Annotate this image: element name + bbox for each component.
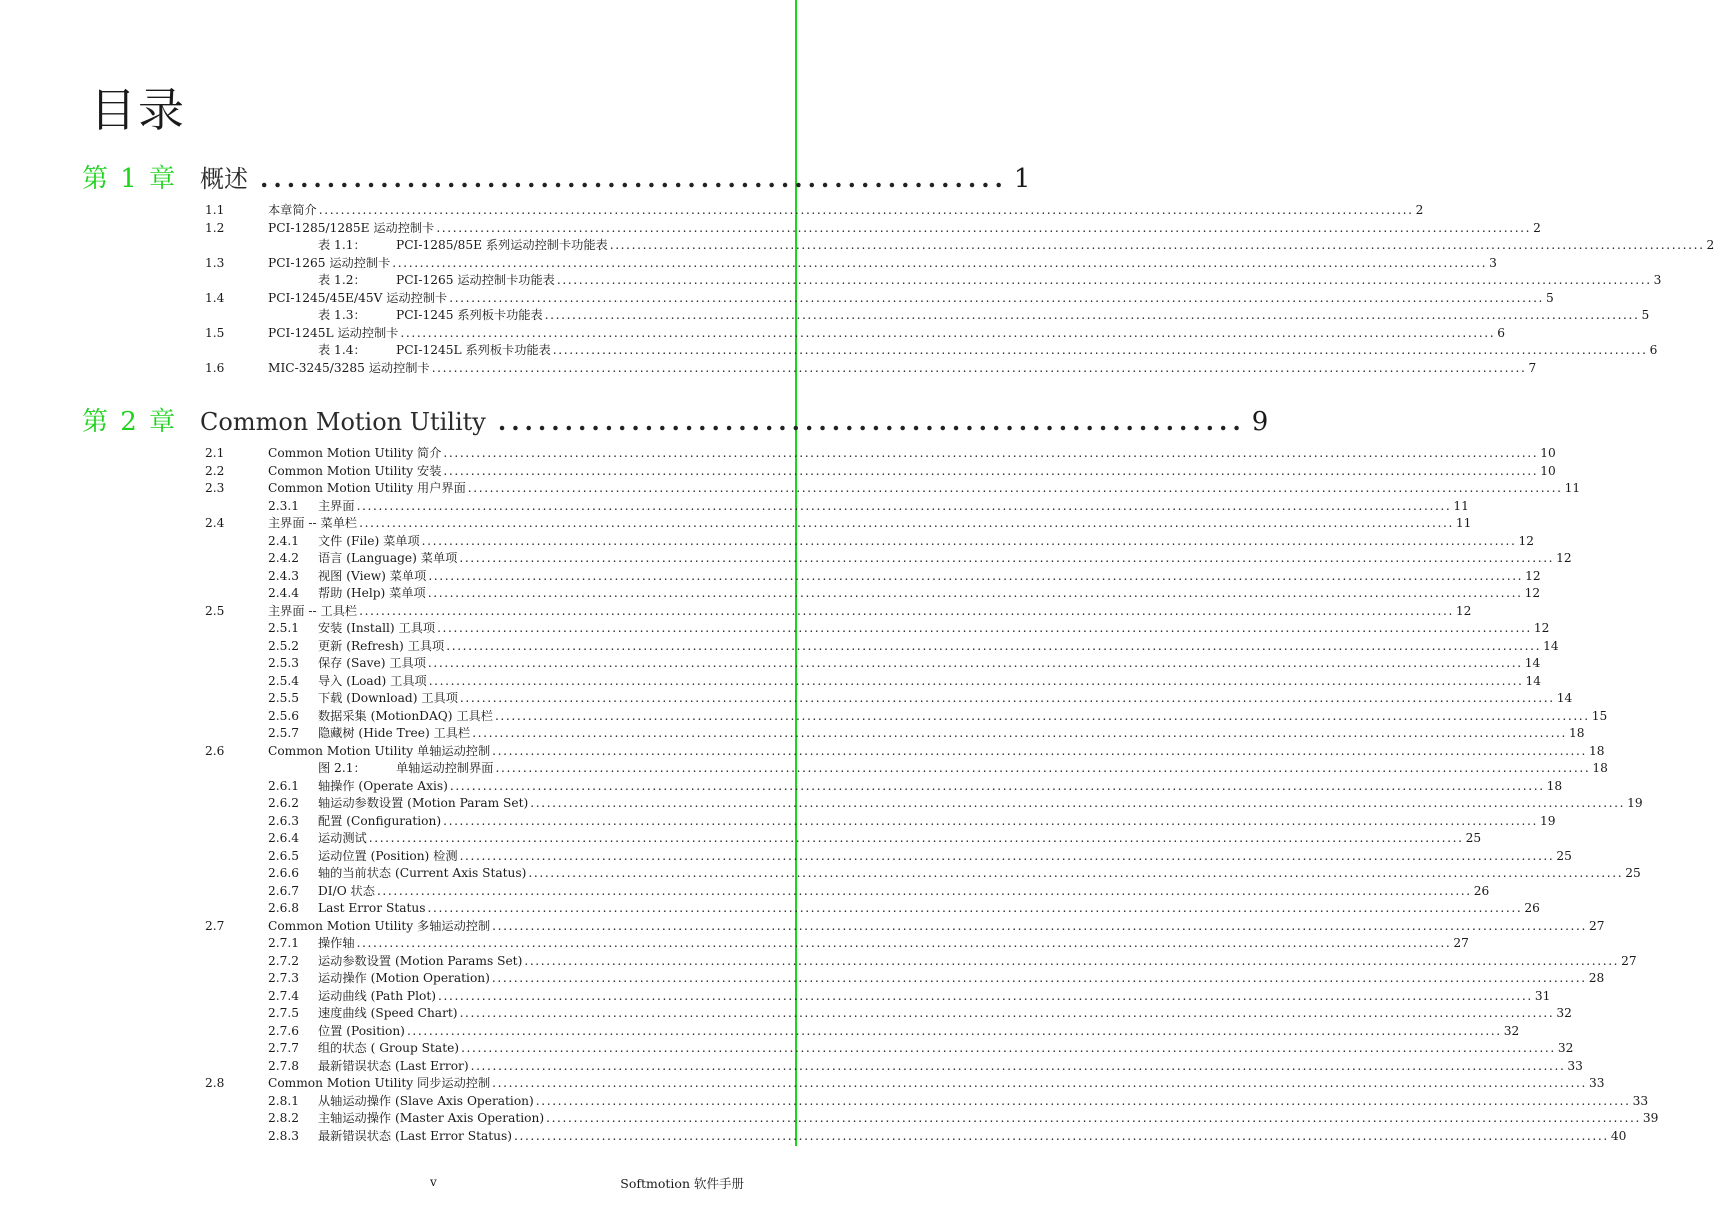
toc-entry-subnumber: 2.7.8 [268, 1058, 300, 1073]
toc-entry-number: 1.1 [205, 203, 225, 217]
toc-entry-subnumber: 2.4.1 [268, 533, 300, 548]
toc-entry-page: 5 [1641, 308, 1650, 322]
leader-dots: ........................................................................................................................................................................................................ [492, 743, 1587, 758]
toc-entry-page: 12 [1533, 621, 1550, 635]
toc-entry-page: 33 [1567, 1058, 1583, 1073]
leader-dots: ........................................................................................................................................................................................................ [359, 516, 1454, 530]
toc-entry-subnumber: 2.4.3 [268, 568, 300, 583]
toc-entry[interactable] [268, 1093, 1649, 1110]
toc-entry-subnumber: 2.6.6 [268, 866, 300, 880]
toc-entry-page: 18 [1592, 761, 1608, 775]
toc-entry[interactable] [268, 865, 1641, 882]
leader-dots: ........................................................................................................................................................................................................ [376, 883, 1472, 898]
toc-entry-page: 6 [1497, 325, 1505, 340]
leader-dots: ........................................................................................................................................................................................................ [459, 551, 1555, 565]
toc-entry-title: PCI-1245/45E/45V 运动控制卡 [268, 290, 448, 305]
toc-entry-title: PCI-1245L 系列板卡功能表 [396, 343, 551, 357]
toc-entry-title: 主界面 [318, 498, 355, 513]
toc-entry[interactable] [268, 690, 1573, 707]
toc-entry[interactable] [268, 760, 1608, 777]
toc-entry[interactable] [268, 830, 1482, 847]
toc-entry-subnumber: 2.5.7 [268, 726, 300, 740]
toc-entry[interactable] [268, 342, 1658, 359]
toc-entry-page: 27 [1621, 953, 1637, 968]
toc-entry-subnumber: 2.5.6 [268, 708, 300, 723]
toc-entry-subnumber: 2.7.3 [268, 971, 300, 985]
toc-entry-title: 隐藏树 (Hide Tree) 工具栏 [318, 726, 471, 740]
leader-dots: ........................................................................................................................................................................................................ [470, 1058, 1566, 1073]
toc-entry-title: PCI-1285/1285E 运动控制卡 [268, 220, 435, 235]
leader-dots: ........................................................................................................................................................................................................ [427, 586, 1523, 600]
toc-entry[interactable] [268, 795, 1643, 812]
toc-entry-page: 11 [1455, 516, 1472, 530]
leader-dots: ........................................................................................................................................................................................................ [514, 1128, 1609, 1143]
toc-entry-page: 12 [1518, 533, 1534, 548]
page-title: 目录 [90, 83, 186, 137]
footer-doc-title: Softmotion 软件手册 [620, 1176, 744, 1191]
leader-dots: ........................................................................................................................................................................................................ [544, 308, 1640, 322]
toc-entry[interactable] [205, 918, 1605, 935]
toc-entry-number: 1.4 [205, 290, 225, 305]
toc-entry-title: 主界面 -- 菜单栏 [268, 516, 358, 530]
toc-entry[interactable] [205, 743, 1605, 760]
leader-dots: ........................................................................................................................................................................................................ [467, 481, 1563, 495]
toc-entry-title: 最新错误状态 (Last Error) [318, 1058, 469, 1073]
toc-entry[interactable] [268, 953, 1637, 970]
toc-entry-page: 14 [1556, 691, 1573, 705]
leader-dots: ........................................................................................................................................................................................................ [427, 656, 1523, 670]
toc-entry-page: 3 [1653, 273, 1662, 287]
leader-dots: ........................................................ [497, 407, 1246, 436]
toc-entry-title: 位置 (Position) [318, 1023, 405, 1038]
toc-entry-title: 保存 (Save) 工具项 [318, 656, 426, 670]
toc-entry-title: 轴操作 (Operate Axis) [318, 778, 448, 793]
toc-entry-page: 40 [1610, 1128, 1627, 1143]
leader-dots: ........................................................................................................................................................................................................ [461, 1041, 1556, 1055]
toc-entry-title: MIC-3245/3285 运动控制卡 [268, 360, 430, 375]
toc-entry-subnumber: 2.6.7 [268, 883, 300, 898]
toc-entry-number: 2.8 [205, 1076, 225, 1090]
toc-entry-page: 27 [1588, 918, 1605, 933]
toc-entry-title: 数据采集 (MotionDAQ) 工具栏 [318, 708, 493, 723]
toc-entry-subnumber: 2.8.1 [268, 1093, 300, 1108]
toc-entry-page: 33 [1588, 1076, 1605, 1090]
chapter-title: Common Motion Utility [200, 408, 486, 436]
toc-entry-title: 轴运动参数设置 (Motion Param Set) [318, 796, 529, 810]
leader-dots: ........................................................................................................................................................................................................ [495, 761, 1591, 775]
toc-entry-number: 2.3 [205, 481, 225, 495]
leader-dots: ........................................................................................................................................................................................................ [472, 726, 1567, 740]
toc-entry-page: 25 [1625, 866, 1641, 880]
leader-dots: ........................................................................................................................................................................................................ [443, 813, 1538, 828]
toc-entry[interactable] [268, 883, 1490, 900]
toc-entry[interactable] [268, 1023, 1520, 1040]
toc-entry[interactable] [205, 603, 1472, 620]
leader-dots: ........................................................................................................................................................................................................ [449, 290, 1545, 305]
toc-entry-subnumber: 2.7.7 [268, 1041, 300, 1055]
toc-entry-subnumber: 表 1.1： [318, 238, 366, 252]
toc-entry-subnumber: 2.5.1 [268, 621, 300, 635]
toc-entry[interactable] [268, 970, 1605, 987]
toc-entry-title: 导入 (Load) 工具项 [318, 673, 427, 688]
toc-entry[interactable] [205, 360, 1537, 377]
toc-entry-page: 25 [1465, 831, 1482, 845]
toc-entry-page: 12 [1455, 603, 1472, 618]
toc-entry-title: 操作轴 [318, 936, 355, 950]
toc-entry-subnumber: 2.5.3 [268, 656, 300, 670]
toc-entry-page: 39 [1642, 1111, 1659, 1125]
toc-entry-subnumber: 表 1.2： [318, 273, 366, 287]
leader-dots: ........................................................................................................................................................................................................ [459, 691, 1555, 705]
leader-dots: ........................................................................................................................................................................................................ [492, 1076, 1587, 1090]
toc-entry-page: 27 [1453, 936, 1469, 950]
toc-entry-title: Common Motion Utility 多轴运动控制 [268, 918, 491, 933]
leader-dots: ........................................................................................................................................................................................................ [428, 568, 1524, 583]
leader-dots: ........................................................................................................................................................................................................ [427, 901, 1523, 915]
toc-entry-title: 组的状态 ( Group State) [318, 1041, 460, 1055]
toc-entry[interactable] [268, 935, 1469, 952]
toc-entry-page: 10 [1540, 446, 1556, 460]
toc-entry-title: 从轴运动操作 (Slave Axis Operation) [318, 1093, 534, 1108]
toc-entry-title: 文件 (File) 菜单项 [318, 533, 420, 548]
toc-entry[interactable] [205, 463, 1556, 480]
chapter-heading-1[interactable] [82, 158, 1031, 195]
toc-entry-page: 26 [1524, 901, 1540, 915]
toc-entry-page: 2 [1706, 238, 1714, 252]
toc-entry-subnumber: 2.6.8 [268, 901, 300, 915]
leader-dots: ........................................................................................................................................................................................................ [431, 360, 1527, 375]
toc-entry-page: 28 [1588, 971, 1605, 985]
toc-entry-subnumber: 表 1.3： [318, 308, 366, 322]
toc-entry-title: DI/O 状态 [318, 883, 375, 898]
toc-entry[interactable] [268, 1058, 1583, 1075]
toc-entry-subnumber: 2.7.6 [268, 1023, 300, 1038]
toc-entry-page: 18 [1569, 726, 1585, 740]
toc-entry-number: 1.6 [205, 360, 225, 375]
toc-entry-page: 2 [1533, 220, 1541, 235]
toc-entry-title: 最新错误状态 (Last Error Status) [318, 1128, 512, 1143]
toc-entry-page: 12 [1525, 568, 1541, 583]
leader-dots: ........................................................................................................................................................................................................ [535, 1093, 1631, 1108]
toc-entry-page: 7 [1528, 360, 1537, 375]
leader-dots: ........................................................................................................................................................................................................ [446, 638, 1542, 653]
toc-entry[interactable] [268, 568, 1541, 585]
toc-entry-title: Common Motion Utility 单轴运动控制 [268, 743, 491, 758]
footer-page-number: v [430, 1175, 437, 1189]
toc-entry-title: PCI-1265 运动控制卡 [268, 255, 391, 270]
toc-entry[interactable] [205, 515, 1472, 532]
leader-dots: ........................................................................................................................................................................................................ [438, 988, 1533, 1003]
toc-entry-title: 速度曲线 (Speed Chart) [318, 1006, 458, 1020]
toc-entry-number: 1.5 [205, 325, 225, 340]
toc-entry-page: 26 [1473, 883, 1490, 898]
toc-entry-subnumber: 图 2.1： [318, 761, 366, 775]
toc-entry[interactable] [205, 202, 1424, 219]
toc-entry-page: 14 [1543, 638, 1559, 653]
leader-dots: ........................................................................................................................................................................................................ [421, 533, 1517, 548]
toc-entry-page: 19 [1539, 813, 1556, 828]
toc-entry-number: 2.2 [205, 463, 225, 478]
toc-entry[interactable] [268, 237, 1714, 254]
toc-entry[interactable] [268, 638, 1559, 655]
toc-entry-subnumber: 2.8.3 [268, 1128, 300, 1143]
toc-entry-subnumber: 2.8.2 [268, 1111, 300, 1125]
toc-entry-page: 15 [1591, 708, 1608, 723]
toc-entry-page: 12 [1524, 586, 1541, 600]
leader-dots: ........................................................................................................................................................................................................ [437, 621, 1532, 635]
leader-dots: ........................................................................................................................................................................................................ [436, 220, 1532, 235]
toc-entry[interactable] [268, 848, 1572, 865]
toc-entry-title: PCI-1245 系列板卡功能表 [396, 308, 543, 322]
toc-entry-title: PCI-1265 运动控制卡功能表 [396, 273, 555, 287]
toc-entry-title: 本章简介 [268, 203, 317, 217]
toc-entry-page: 18 [1546, 778, 1563, 793]
toc-entry-page: 18 [1588, 743, 1605, 758]
toc-entry-subnumber: 2.6.3 [268, 813, 300, 828]
toc-entry-subnumber: 2.6.1 [268, 778, 300, 793]
toc-entry-page: 10 [1540, 463, 1556, 478]
leader-dots: ........................................................................................................................................................................................................ [524, 953, 1620, 968]
toc-entry-title: 运动操作 (Motion Operation) [318, 971, 490, 985]
toc-entry-title: 运动位置 (Position) 检测 [318, 848, 458, 863]
toc-entry-title: 帮助 (Help) 菜单项 [318, 586, 426, 600]
toc-entry[interactable] [268, 585, 1541, 602]
toc-entry-title: 安装 (Install) 工具项 [318, 621, 436, 635]
toc-entry[interactable] [268, 813, 1556, 830]
leader-dots: ........................................................................................................................................................................................................ [552, 343, 1648, 357]
toc-entry[interactable] [268, 655, 1541, 672]
toc-entry[interactable] [205, 290, 1554, 307]
toc-entry[interactable] [205, 1075, 1605, 1092]
toc-entry[interactable] [205, 445, 1556, 462]
toc-entry-subnumber: 2.5.4 [268, 673, 300, 688]
chapter-label: 第 2 章 [82, 407, 178, 437]
leader-dots: ........................................................................................................................................................................................................ [406, 1023, 1502, 1038]
toc-entry-subnumber: 2.4.2 [268, 551, 300, 565]
leader-dots: ........................................................................................................................................................................................................ [443, 463, 1539, 478]
leader-dots: ........................................................................................................................................................................................................ [609, 238, 1705, 252]
toc-entry-page: 6 [1649, 343, 1658, 357]
leader-dots: ........................................................................................................................................................................................................ [356, 936, 1452, 950]
toc-entry[interactable] [268, 900, 1540, 917]
toc-entry-subnumber: 2.6.4 [268, 831, 300, 845]
leader-dots: ........................................................................................................................................................................................................ [356, 498, 1452, 513]
toc-entry-title: 运动参数设置 (Motion Params Set) [318, 953, 523, 968]
leader-dots: ........................................................................................................................................................................................................ [528, 866, 1624, 880]
toc-entry-page: 14 [1525, 673, 1542, 688]
toc-entry-page: 14 [1524, 656, 1541, 670]
toc-entry-title: 视图 (View) 菜单项 [318, 568, 427, 583]
toc-entry-title: Common Motion Utility 安装 [268, 463, 442, 478]
toc-entry-page: 32 [1556, 1006, 1572, 1020]
toc-entry-subnumber: 2.5.2 [268, 638, 300, 653]
toc-entry-subnumber: 2.7.1 [268, 936, 300, 950]
chapter-title: 概述 [200, 165, 248, 193]
toc-entry-page: 3 [1489, 255, 1497, 270]
toc-entry-subnumber: 表 1.4： [318, 343, 366, 357]
toc-entry-title: 下载 (Download) 工具项 [318, 691, 458, 705]
toc-entry[interactable] [268, 272, 1662, 289]
leader-dots: ........................................................................................................................................................................................................ [556, 273, 1652, 287]
toc-entry-page: 25 [1556, 848, 1572, 863]
toc-entry-title: Common Motion Utility 同步运动控制 [268, 1076, 491, 1090]
toc-entry[interactable] [268, 1005, 1572, 1022]
toc-entry[interactable] [268, 673, 1542, 690]
toc-entry-title: 轴的当前状态 (Current Axis Status) [318, 866, 527, 880]
toc-entry-page: 11 [1453, 498, 1469, 513]
toc-entry-subnumber: 2.7.4 [268, 988, 300, 1003]
toc-entry-title: PCI-1285/85E 系列运动控制卡功能表 [396, 238, 608, 252]
leader-dots: ........................................................................................................................................................................................................ [494, 708, 1590, 723]
toc-entry[interactable] [268, 498, 1469, 515]
toc-entry-title: Last Error Status [318, 901, 426, 915]
toc-entry-title: 运动曲线 (Path Plot) [318, 988, 437, 1003]
toc-entry-title: 语言 (Language) 菜单项 [318, 551, 458, 565]
toc-entry[interactable] [268, 533, 1534, 550]
toc-entry[interactable] [205, 255, 1497, 272]
leader-dots: ........................................................................................................................................................................................................ [428, 673, 1524, 688]
toc-entry[interactable] [268, 1110, 1659, 1127]
toc-entry[interactable] [205, 480, 1581, 497]
chapter-label: 第 1 章 [82, 164, 178, 194]
toc-entry-number: 2.1 [205, 446, 225, 460]
leader-dots: ........................................................................................................................................................................................................ [449, 778, 1545, 793]
toc-entry[interactable] [268, 708, 1608, 725]
toc-entry[interactable] [268, 620, 1550, 637]
leader-dots: ........................................................................................................................................................................................................ [359, 603, 1454, 618]
toc-entry-subnumber: 2.6.5 [268, 848, 300, 863]
toc-entry-subnumber: 2.7.5 [268, 1006, 300, 1020]
toc-entry-number: 2.7 [205, 918, 225, 933]
toc-entry-title: Common Motion Utility 简介 [268, 446, 442, 460]
leader-dots: ........................................................................................................................................................................................................ [459, 848, 1555, 863]
toc-entry-title: PCI-1245L 运动控制卡 [268, 325, 399, 340]
toc-entry-page: 11 [1564, 481, 1581, 495]
toc-entry-number: 1.2 [205, 220, 225, 235]
toc-entry-page: 33 [1632, 1093, 1649, 1108]
toc-entry[interactable] [268, 1128, 1627, 1145]
toc-entry-page: 2 [1415, 203, 1424, 217]
toc-entry[interactable] [268, 778, 1563, 795]
chapter-page: 1 [1013, 164, 1031, 194]
toc-entry-title: 主轴运动操作 (Master Axis Operation) [318, 1111, 545, 1125]
leader-dots: ........................................................................................................................................................................................................ [492, 918, 1587, 933]
toc-entry-number: 2.4 [205, 516, 225, 530]
toc-entry[interactable] [205, 220, 1541, 237]
toc-entry-title: 主界面 -- 工具栏 [268, 603, 358, 618]
leader-dots: ........................................................................................................................................................................................................ [400, 325, 1496, 340]
toc-entry-number: 2.6 [205, 743, 225, 758]
toc-entry-page: 32 [1503, 1023, 1520, 1038]
toc-entry-title: 运动测试 [318, 831, 367, 845]
toc-entry-page: 31 [1534, 988, 1551, 1003]
toc-entry-subnumber: 2.3.1 [268, 498, 300, 513]
toc-entry[interactable] [268, 307, 1650, 324]
toc-entry-title: Common Motion Utility 用户界面 [268, 481, 466, 495]
toc-entry-subnumber: 2.7.2 [268, 953, 300, 968]
toc-entry-page: 19 [1627, 796, 1643, 810]
toc-entry[interactable] [205, 325, 1505, 342]
leader-dots: ........................................................ [260, 164, 1008, 193]
toc-entry[interactable] [268, 725, 1585, 742]
toc-entry-subnumber: 2.4.4 [268, 586, 300, 600]
toc-entry-subnumber: 2.5.5 [268, 691, 300, 705]
toc-entry-title: 配置 (Configuration) [318, 813, 442, 828]
leader-dots: ........................................................................................................................................................................................................ [491, 971, 1587, 985]
toc-entry-number: 1.3 [205, 255, 225, 270]
leader-dots: ........................................................................................................................................................................................................ [459, 1006, 1555, 1020]
toc-entry-number: 2.5 [205, 603, 225, 618]
toc-entry-page: 32 [1557, 1041, 1574, 1055]
leader-dots: ........................................................................................................................................................................................................ [443, 446, 1539, 460]
toc-entry[interactable] [268, 1040, 1574, 1057]
toc-entry[interactable] [268, 988, 1551, 1005]
leader-dots: ........................................................................................................................................................................................................ [392, 255, 1488, 270]
toc-entry-subnumber: 2.6.2 [268, 796, 300, 810]
toc-entry-page: 5 [1546, 290, 1554, 305]
chapter-page: 9 [1251, 407, 1269, 437]
toc-entry-title: 单轴运动控制界面 [396, 761, 494, 775]
leader-dots: ........................................................................................................................................................................................................ [318, 203, 1414, 217]
chapter-heading-2[interactable] [82, 401, 1269, 438]
leader-dots: ........................................................................................................................................................................................................ [530, 796, 1626, 810]
leader-dots: ........................................................................................................................................................................................................ [546, 1111, 1641, 1125]
leader-dots: ........................................................................................................................................................................................................ [368, 831, 1464, 845]
toc-entry-title: 更新 (Refresh) 工具项 [318, 638, 445, 653]
toc-entry-page: 12 [1556, 551, 1572, 565]
toc-entry[interactable] [268, 550, 1572, 567]
